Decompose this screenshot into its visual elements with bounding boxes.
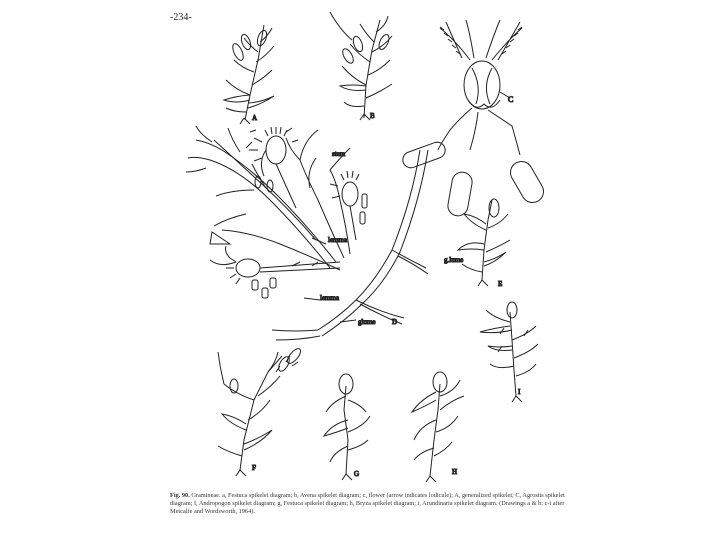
panel-label-e: E xyxy=(498,280,503,288)
inflorescence-drawing-d xyxy=(186,126,428,340)
panel-label-f: F xyxy=(252,464,256,472)
annotation-e-glume: g.lume xyxy=(444,256,464,264)
panel-label-h: H xyxy=(452,468,458,476)
flower-drawing-c xyxy=(401,20,548,217)
annotation-d-lemma-top: lemma xyxy=(328,236,348,244)
panel-label-c: C xyxy=(508,95,514,104)
annotation-d-stem: stem xyxy=(332,150,346,158)
caption-text: Gramineae. a, Festuca spikelet diagram; b, Avena spikelet diagram; c, flower (arrow indicates lodicule); A, generalized spikelet; C, Agrostis spikelet diagram; I, Andropogon spikelet diagram; g, Festuca spikelet diagram; h, Bryza spikelet diagram; i, Arundinaria spikelet diagram. (Drawings a & b; c-i after Metcalfe and Wordsworth, 1964). xyxy=(170,492,565,516)
spikelet-drawing-a xyxy=(224,25,274,124)
caption-label: Fig. 90. xyxy=(170,492,190,499)
panel-label-a: A xyxy=(252,114,258,122)
panel-label-b: B xyxy=(370,112,375,120)
spikelet-drawing-h xyxy=(412,372,464,482)
spikelet-drawing-i xyxy=(480,302,538,402)
panel-label-d: D xyxy=(392,318,398,326)
figure-caption xyxy=(170,492,570,517)
spikelet-drawing-g xyxy=(324,374,370,480)
page-number: -234- xyxy=(170,12,192,23)
panel-label-i: I xyxy=(518,388,521,396)
panel-label-g: G xyxy=(354,470,360,478)
annotation-d-lemma-bottom: lemma xyxy=(320,294,340,302)
spikelet-drawing-f xyxy=(218,347,303,476)
annotation-d-glume: glume xyxy=(358,318,376,326)
spikelet-drawing-b xyxy=(330,12,392,120)
